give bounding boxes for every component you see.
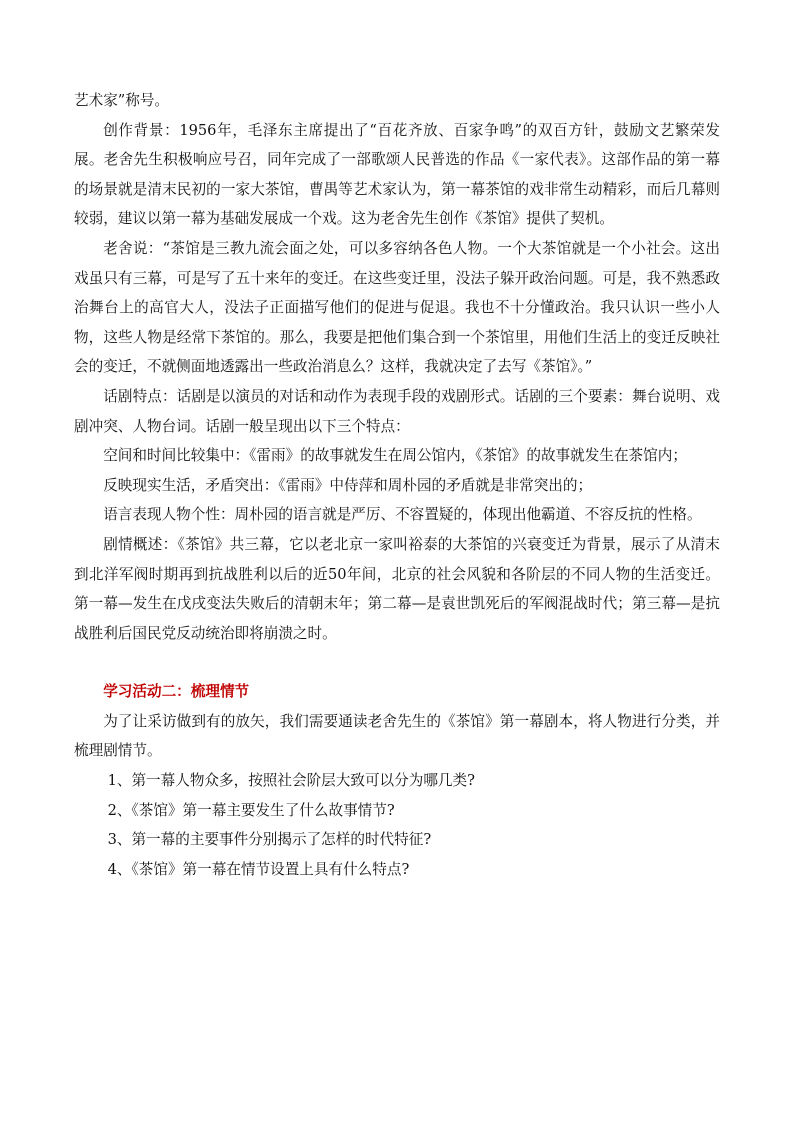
question-list — [74, 766, 720, 884]
paragraph-plot-summary: 剧情概述：《茶馆》共三幕，它以老北京一家叫裕泰的大茶馆的兴衰变迁为背景，展示了从清末到北洋军阀时期再到抗战胜利以后的近50年间，北京的社会风貌和各阶层的不同人物的生活变迁。第一幕—发生在戊戌变法失败后的清朝末年；第二幕—是袁世凯死后的军阀混战时代；第三幕—是抗战胜利后国民党反动统治即将崩溃之时。 — [74, 535, 720, 642]
section-spacer — [74, 648, 720, 677]
paragraph-feature-language: 语言表现人物个性：周朴园的语言就是严厉、不容置疑的，体现出他霸道、不容反抗的性格。 — [103, 506, 702, 524]
question-item-3: 3、第一幕的主要事件分别揭示了怎样的时代特征? — [107, 831, 432, 849]
paragraph-laoshe-quote: 老舍说：“茶馆是三教九流会面之处，可以多容纳各色人物。一个大茶馆就是一个小社会。这出戏虽只有三幕，可是写了五十来年的变迁。在这些变迁里，没法子躲开政治问题。可是，我不熟悉政治舞台上的高官大人，没法子正面描写他们的促进与促退。我也不十分懂政治。我只认识一些小人物，这些人物是经常下茶馆的。那么，我要是把他们集合到一个茶馆里，用他们生活上的变迁反映社会的变迁，不就侧面地透露出一些政治消息么？这样，我就决定了去写《茶馆》。” — [74, 239, 720, 376]
paragraph-creation-background: 创作背景：1956年，毛泽东主席提出了“百花齐放、百家争鸣”的双百方针，鼓励文艺繁荣发展。老舍先生积极响应号召，同年完成了一部歌颂人民普选的作品《一家代表》。这部作品的第一幕的场景就是清末民初的一家大茶馆，曹禺等艺术家认为，第一幕茶馆的戏非常生动精彩，而后几幕则较弱，建议以第一幕为基础发展成一个戏。这为老舍先生创作《茶馆》提供了契机。 — [74, 121, 720, 228]
paragraph-drama-features: 话剧特点：话剧是以演员的对话和动作为表现手段的戏剧形式。话剧的三个要素：舞台说明、戏剧冲突、人物台词。话剧一般呈现出以下三个特点： — [74, 387, 720, 435]
question-item-4: 4、《茶馆》第一幕在情节设置上具有什么特点? — [107, 860, 410, 878]
paragraph-title-continuation: 艺术家”称号。 — [74, 92, 170, 109]
document-page — [74, 86, 720, 884]
section-intro: 为了让采访做到有的放矢，我们需要通读老舍先生的《茶馆》第一幕剧本，将人物进行分类，并梳理剧情节。 — [74, 712, 720, 760]
question-item-2: 2、《茶馆》第一幕主要发生了什么故事情节? — [107, 801, 395, 819]
paragraph-feature-conflict: 反映现实生活，矛盾突出：《雷雨》中侍萍和周朴园的矛盾就是非常突出的； — [103, 476, 593, 494]
section-heading: 学习活动二：梳理情节 — [103, 683, 250, 701]
paragraph-feature-space-time: 空间和时间比较集中：《雷雨》的故事就发生在周公馆内，《茶馆》的故事就发生在茶馆内； — [103, 447, 687, 465]
question-item-1: 1、第一幕人物众多，按照社会阶层大致可以分为哪几类? — [107, 772, 475, 790]
